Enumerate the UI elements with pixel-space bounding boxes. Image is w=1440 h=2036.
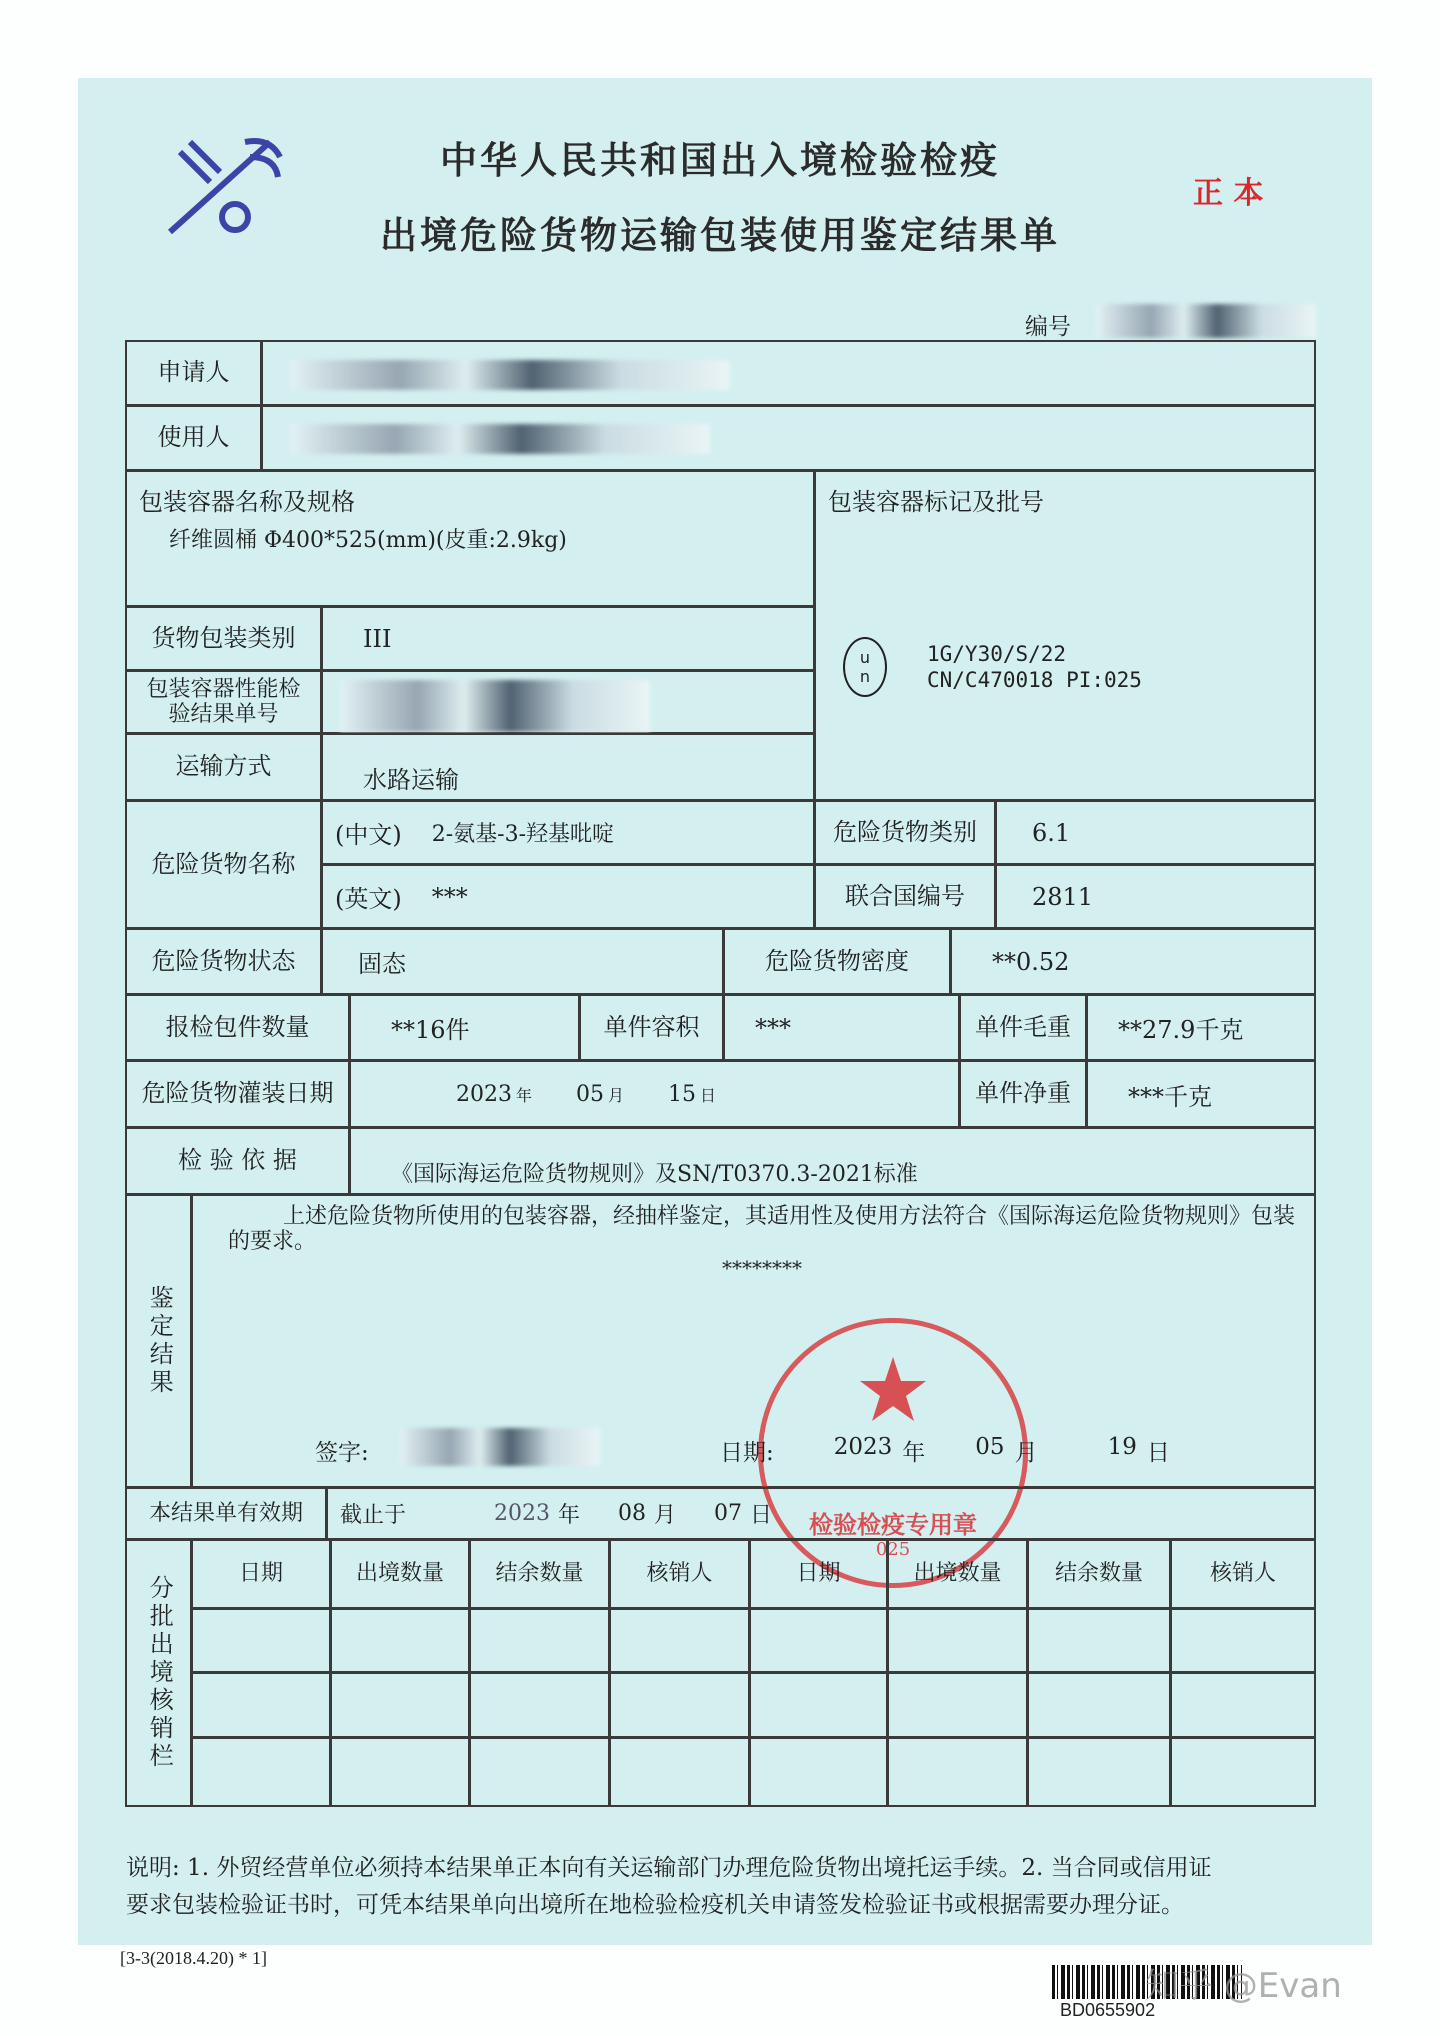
batch-cell: [887, 1737, 1028, 1807]
cn-label: (中文): [335, 821, 402, 849]
batch-cell: [749, 1672, 888, 1738]
class-value: 6.1: [995, 800, 1316, 865]
quantity-label: 报检包件数量: [125, 994, 350, 1061]
state-value: 固态: [321, 928, 724, 995]
class-label: 危险货物类别: [814, 800, 996, 865]
basis-label: 检 验 依 据: [125, 1127, 350, 1195]
batch-cell: [1170, 1737, 1316, 1807]
batch-header: 结余数量: [469, 1539, 610, 1609]
year-unit: 年: [902, 1440, 926, 1466]
batch-cell: [191, 1608, 331, 1673]
redacted-user: [290, 424, 710, 454]
batch-cell: [1170, 1672, 1316, 1738]
fill-date-value: [349, 1060, 960, 1128]
validity-value: [326, 1487, 1316, 1540]
batch-cell: [191, 1672, 331, 1738]
validity-until: 截止于: [340, 1503, 407, 1528]
en-label: (英文): [335, 885, 402, 913]
year-unit: 年: [558, 1503, 581, 1528]
note-line2: 要求包装检验证书时，可凭本结果单向出境所在地检验检疫机关申请签发检验证书或根据需要办理分证。: [126, 1891, 1184, 1918]
volume-value: ***: [723, 994, 960, 1061]
state-label: 危险货物状态: [125, 928, 322, 995]
result-label: 鉴定结果: [145, 1285, 174, 1397]
batch-cell: [609, 1608, 750, 1673]
goods-name-label: 危险货物名称: [125, 800, 322, 929]
batch-cell: [1027, 1672, 1171, 1738]
fill-year: 2023: [456, 1081, 512, 1107]
redacted-signature: [400, 1428, 600, 1466]
result-date: [720, 1434, 1170, 1467]
volume-label: 单件容积: [579, 994, 724, 1061]
stamp-code: 025: [875, 1539, 911, 1560]
batch-label-cell: [125, 1539, 192, 1807]
month-unit: 月: [654, 1503, 677, 1528]
batch-cell: [469, 1608, 610, 1673]
container-name-value: 纤维圆桶 Φ400*525(mm)(皮重:2.9kg): [169, 528, 567, 553]
batch-cell: [749, 1737, 888, 1807]
original-mark: 正 本: [1193, 176, 1264, 211]
date-label: 日期:: [720, 1440, 774, 1466]
day-unit: 日: [750, 1503, 773, 1528]
batch-header: 核销人: [609, 1539, 750, 1609]
batch-cell: [749, 1608, 888, 1673]
batch-cell: [609, 1737, 750, 1807]
un-symbol-u: u: [859, 647, 871, 667]
batch-header: 日期: [749, 1539, 888, 1609]
month-unit: 月: [1014, 1440, 1038, 1466]
un-symbol-icon: [843, 637, 887, 697]
transport-value: 水路运输: [321, 733, 815, 801]
result-day: 19: [1107, 1434, 1137, 1460]
note-line1: 说明: 1. 外贸经营单位必须持本结果单正本向有关运输部门办理危险货物出境托运手续。2. 当合同或信用证: [126, 1855, 1212, 1881]
month-unit: 月: [608, 1085, 625, 1105]
density-label: 危险货物密度: [723, 928, 951, 995]
en-value: ***: [431, 882, 468, 911]
batch-header: 出境数量: [330, 1539, 470, 1609]
packing-group-value: III: [321, 606, 815, 671]
packing-group-label: 货物包装类别: [125, 606, 322, 671]
container-mark-line1: 1G/Y30/S/22: [927, 641, 1067, 666]
form-code: [3-3(2018.4.20) * 1]: [120, 1948, 267, 1968]
footer-note: [126, 1850, 1212, 1924]
batch-cell: [1170, 1608, 1316, 1673]
applicant-label: 申请人: [125, 340, 262, 406]
batch-cell: [1027, 1608, 1171, 1673]
container-mark-line2: CN/C470018 PI:025: [927, 668, 1142, 692]
redacted-cert-number: [340, 680, 650, 732]
transport-label: 运输方式: [125, 733, 322, 801]
quantity-value: **16件: [349, 994, 580, 1061]
batch-cell: [887, 1672, 1028, 1738]
sign-label: 签字:: [315, 1440, 369, 1466]
batch-header: 日期: [191, 1539, 331, 1609]
gross-value: **27.9千克: [1086, 994, 1316, 1061]
validity-year: 2023: [494, 1501, 551, 1526]
un-symbol-n: n: [859, 667, 871, 686]
barcode-number: BD0655902: [1060, 2000, 1156, 2020]
result-year: 2023: [833, 1434, 893, 1460]
title-line1: 中华人民共和国出入境检验检疫: [440, 139, 1000, 182]
fill-month: 05: [576, 1081, 605, 1107]
batch-cell: [330, 1737, 470, 1807]
watermark: 知乎 @Evan: [1145, 1966, 1342, 2006]
result-stars: ********: [722, 1256, 802, 1280]
un-number-label: 联合国编号: [814, 864, 996, 929]
result-month: 05: [975, 1434, 1005, 1460]
batch-cell: [1027, 1737, 1171, 1807]
batch-cell: [330, 1608, 470, 1673]
year-unit: 年: [516, 1085, 533, 1105]
validity-month: 08: [618, 1501, 647, 1526]
redacted-number: [1096, 304, 1316, 338]
day-unit: 日: [700, 1085, 717, 1105]
batch-cell: [469, 1737, 610, 1807]
redacted-applicant: [290, 360, 730, 390]
container-mark-cell: [814, 470, 1316, 801]
container-mark-label: 包装容器标记及批号: [828, 488, 1044, 516]
cn-name-cell: [321, 800, 815, 865]
batch-header: 核销人: [1170, 1539, 1316, 1609]
net-label: 单件净重: [959, 1060, 1087, 1128]
cn-value: 2-氨基-3-羟基吡啶: [431, 822, 615, 847]
star-icon: [858, 1355, 928, 1425]
density-value: **0.52: [950, 928, 1316, 995]
batch-cell: [887, 1608, 1028, 1673]
day-unit: 日: [1146, 1440, 1170, 1466]
batch-cell: [609, 1672, 750, 1738]
gross-label: 单件毛重: [959, 994, 1087, 1061]
batch-header: 出境数量: [887, 1539, 1028, 1609]
basis-value: 《国际海运危险货物规则》及SN/T0370.3-2021标准: [349, 1127, 1316, 1195]
stamp-text: 检验检疫专用章: [809, 1510, 977, 1539]
result-text: 上述危险货物所使用的包装容器，经抽样鉴定，其适用性及使用方法符合《国际海运危险货物规则》包装的要求。: [228, 1204, 1296, 1255]
batch-header: 结余数量: [1027, 1539, 1171, 1609]
user-label: 使用人: [125, 405, 262, 471]
result-label-cell: [125, 1194, 192, 1488]
title-line2: 出境危险货物运输包装使用鉴定结果单: [380, 214, 1060, 257]
performance-cert-label: 包装容器性能检验结果单号: [125, 670, 322, 734]
batch-label: 分批出境核销栏: [145, 1575, 174, 1771]
fill-day: 15: [668, 1081, 697, 1107]
en-name-cell: [321, 864, 815, 929]
un-number-value: 2811: [995, 864, 1316, 929]
container-name-cell: [125, 470, 815, 607]
container-name-label: 包装容器名称及规格: [139, 488, 355, 516]
validity-label: 本结果单有效期: [125, 1487, 327, 1540]
batch-cell: [469, 1672, 610, 1738]
batch-cell: [191, 1737, 331, 1807]
validity-day: 07: [714, 1501, 743, 1526]
number-label: 编号: [1025, 314, 1071, 340]
batch-cell: [330, 1672, 470, 1738]
fill-date-label: 危险货物灌装日期: [125, 1060, 350, 1128]
net-value: ***千克: [1086, 1060, 1316, 1128]
